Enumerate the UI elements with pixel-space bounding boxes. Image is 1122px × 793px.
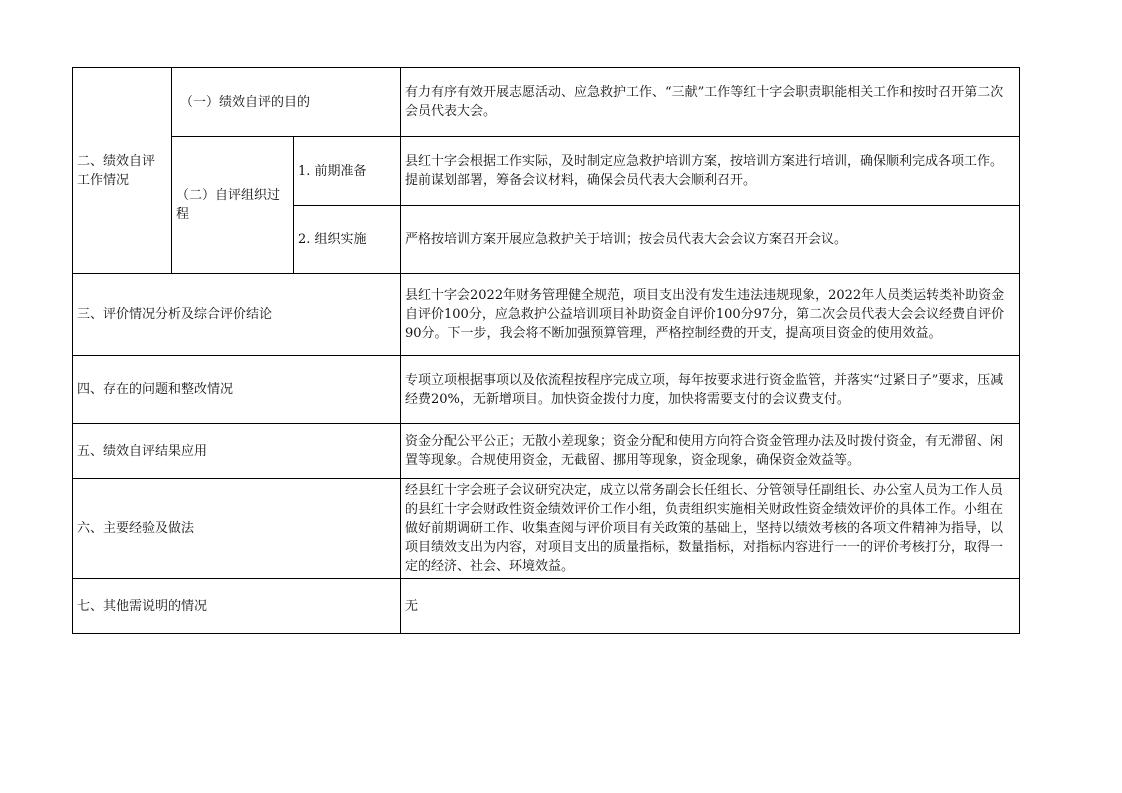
section3-content: 县红十字会2022年财务管理健全规范，项目支出没有发生违法违规现象，2022年人员类运转类补助资金自评价100分，应急救护公益培训项目补助资金自评价100分97分，第二次会员代表大会会议经费自评价90分。下一步，我会将不断加强预算管理，严格控制经费的开支，提高项目资金的使用效益。 (401, 274, 1020, 356)
section6-label: 六、主要经验及做法 (73, 479, 401, 579)
table-row (73, 424, 1020, 479)
section5-label: 五、绩效自评结果应用 (73, 424, 401, 479)
table-row (73, 68, 1020, 137)
section4-content: 专项立项根据事项以及依流程按程序完成立项，每年按要求进行资金监管，并落实“过紧日子”要求，压减经费20%，无新增项目。加快资金拨付力度，加快将需要支付的会议费支付。 (401, 356, 1020, 424)
table-row (73, 137, 1020, 206)
prep-label: 1. 前期准备 (294, 137, 401, 206)
table-row (73, 479, 1020, 579)
purpose-label: （一）绩效自评的目的 (172, 68, 401, 137)
section7-label: 七、其他需说明的情况 (73, 579, 401, 634)
prep-content: 县红十字会根据工作实际，及时制定应急救护培训方案，按培训方案进行培训，确保顺利完成各项工作。提前谋划部署，筹备会议材料，确保会员代表大会顺利召开。 (401, 137, 1020, 206)
impl-label: 2. 组织实施 (294, 206, 401, 274)
performance-evaluation-table (72, 67, 1020, 634)
section4-label: 四、存在的问题和整改情况 (73, 356, 401, 424)
table-row (73, 274, 1020, 356)
table-row (73, 579, 1020, 634)
section6-content: 经县红十字会班子会议研究决定，成立以常务副会长任组长、分管领导任副组长、办公室人员为工作人员的县红十字会财政性资金绩效评价工作小组，负责组织实施相关财政性资金绩效评价的具体工作。小组在做好前期调研工作、收集查阅与评价项目有关政策的基础上，坚持以绩效考核的各项文件精神为指导，以项目绩效支出为内容，对项目支出的质量指标，数量指标，对指标内容进行一一的评价考核打分，取得一定的经济、社会、环境效益。 (401, 479, 1020, 579)
table-row (73, 356, 1020, 424)
section3-label: 三、评价情况分析及综合评价结论 (73, 274, 401, 356)
section7-content: 无 (401, 579, 1020, 634)
purpose-content: 有力有序有效开展志愿活动、应急救护工作、“三献”工作等红十字会职责职能相关工作和按时召开第二次会员代表大会。 (401, 68, 1020, 137)
section2-label: 二、绩效自评工作情况 (73, 68, 172, 274)
process-label: （二）自评组织过程 (172, 137, 294, 274)
section5-content: 资金分配公平公正；无散小差现象；资金分配和使用方向符合资金管理办法及时拨付资金，有无滞留、闲置等现象。合规使用资金，无截留、挪用等现象，资金现象，确保资金效益等。 (401, 424, 1020, 479)
impl-content: 严格按培训方案开展应急救护关于培训；按会员代表大会会议方案召开会议。 (401, 206, 1020, 274)
